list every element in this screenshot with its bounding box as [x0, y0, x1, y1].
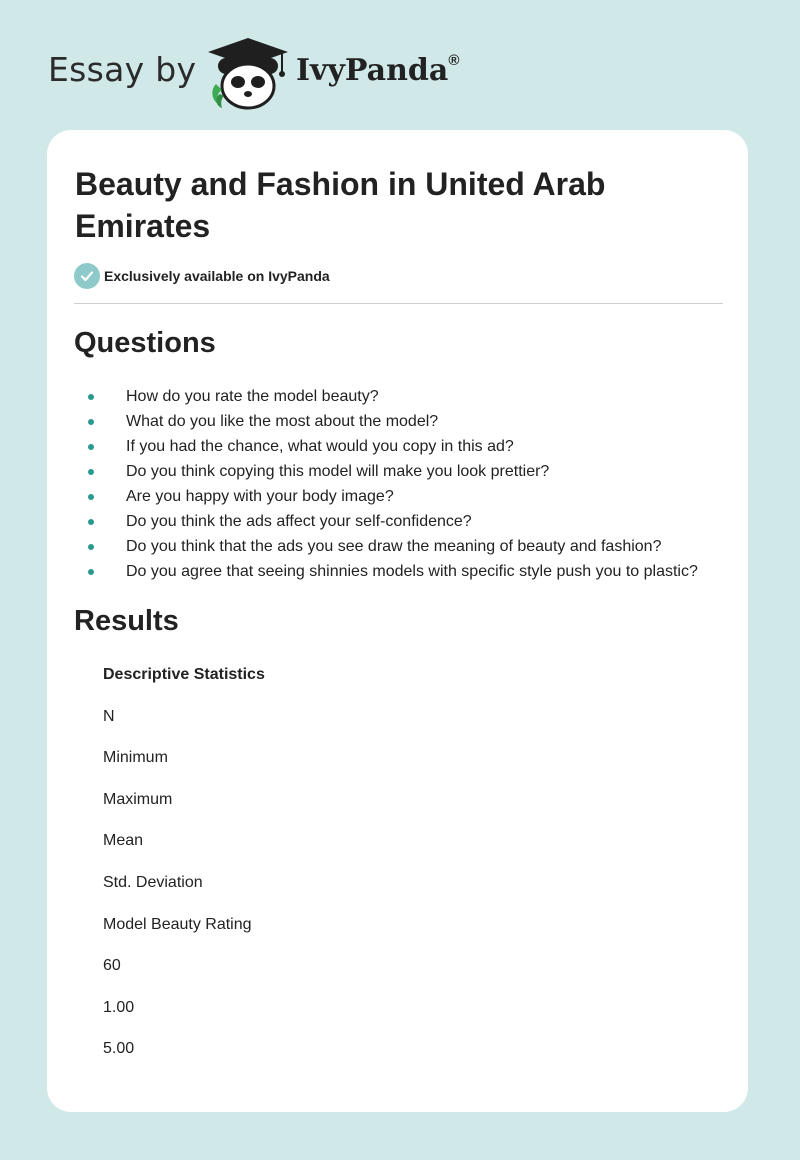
panda-graduate-icon[interactable]	[202, 36, 294, 110]
registered-mark: ®	[448, 52, 460, 69]
site-header	[48, 36, 548, 116]
stats-line: N	[103, 707, 115, 725]
stats-line: Std. Deviation	[103, 873, 203, 891]
stats-line: 1.00	[103, 998, 135, 1016]
questions-list	[87, 386, 698, 586]
brand-name[interactable]	[296, 53, 459, 88]
stats-line: Model Beauty Rating	[103, 915, 252, 933]
results-heading: Results	[74, 605, 179, 637]
stats-heading: Descriptive Statistics	[103, 666, 265, 683]
essay-by-label: Essay by	[48, 50, 197, 89]
list-item: Are you happy with your body image?	[87, 486, 698, 511]
list-item: What do you like the most about the model?	[87, 411, 698, 436]
list-item: How do you rate the model beauty?	[87, 386, 698, 411]
exclusive-badge	[74, 263, 330, 289]
questions-heading: Questions	[74, 327, 216, 359]
list-item: Do you think the ads affect your self-confidence?	[87, 511, 698, 536]
check-icon	[74, 263, 100, 289]
list-item: Do you think that the ads you see draw the meaning of beauty and fashion?	[87, 536, 698, 561]
list-item: Do you agree that seeing shinnies models with specific style push you to plastic?	[87, 561, 698, 586]
stats-line: Minimum	[103, 749, 168, 767]
exclusive-label: Exclusively available on IvyPanda	[104, 268, 330, 284]
stats-line: Mean	[103, 832, 144, 850]
stats-line: 5.00	[103, 1040, 135, 1058]
stats-line: Maximum	[103, 790, 173, 808]
brand-text: IvyPanda	[296, 53, 449, 88]
title-divider	[74, 303, 723, 304]
descriptive-statistics	[103, 665, 265, 1081]
article-card	[47, 130, 748, 1112]
article-title: Beauty and Fashion in United Arab Emirates	[75, 166, 606, 244]
list-item: If you had the chance, what would you copy in this ad?	[87, 436, 698, 461]
list-item: Do you think copying this model will make you look prettier?	[87, 461, 698, 486]
stats-line: 60	[103, 957, 121, 975]
